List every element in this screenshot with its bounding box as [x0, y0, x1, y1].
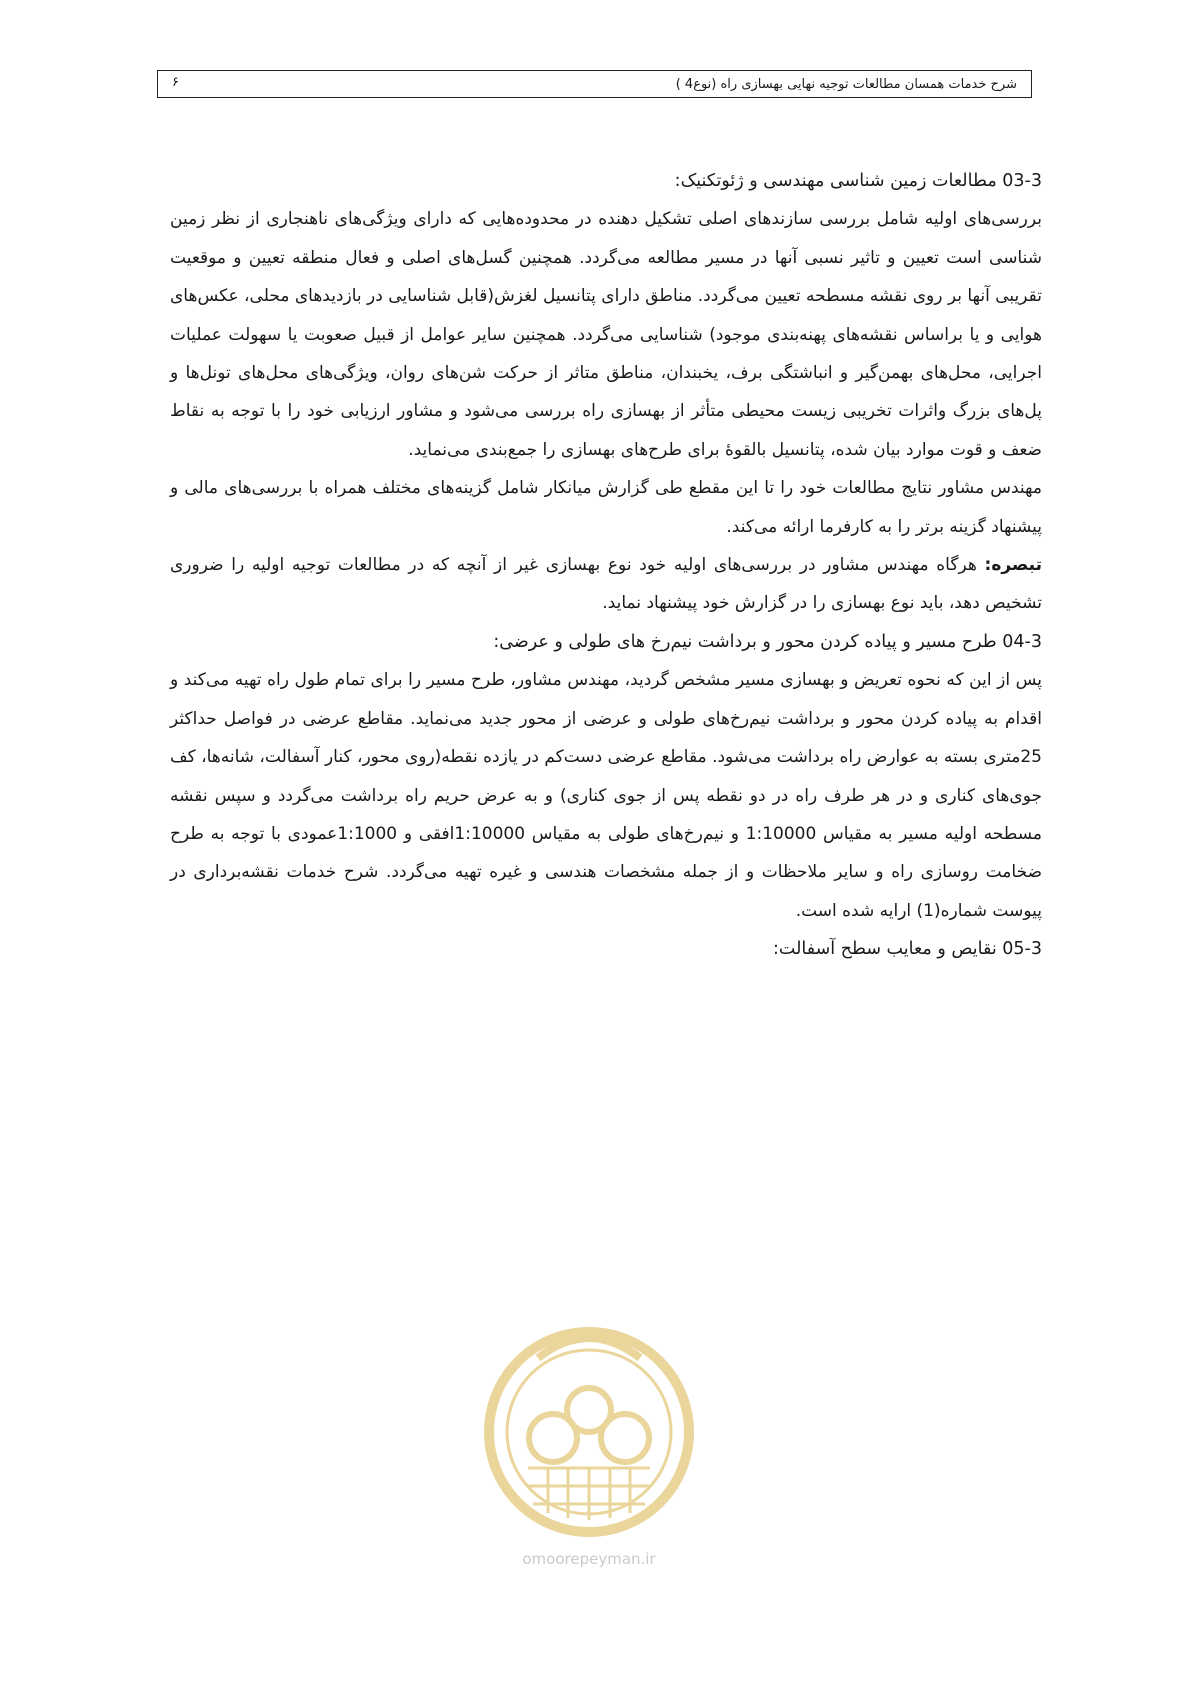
body-paragraph: پس از این که نحوه تعریض و بهسازی مسیر مشخص گردید، مهندس مشاور، طرح مسیر را برای تمام طول راه تهیه می‌کند و اقدام به پیاده کردن محور و برداشت نیم‌رخ‌های طولی و عرضی از محور جدید می‌نماید. مقاطع عرضی در فواصل حداکثر 25متری بسته به عوارض راه برداشت می‌شود. مقاطع عرضی دست‌کم در یازده نقطه(روی محور، کنار آسفالت، شانه‌ها، کف جوی‌های کناری و در هر طرف راه در دو نقطه پس از جوی کناری) و به عرض حریم راه برداشت می‌گردد و سپس نقشه مسطحه اولیه مسیر به مقیاس 1:10000 و نیم‌رخ‌های طولی به مقیاس 1:10000افقی و 1:1000عمودی با توجه به طرح ضخامت روسازی راه و سایر ملاحظات و از جمله مشخصات هندسی و غیره تهیه می‌گردد. شرح خدمات نقشه‌برداری در پیوست شماره(1) ارایه شده است.	[170, 670, 1042, 921]
seal-icon	[478, 1318, 700, 1546]
page-number: ۶	[172, 75, 179, 90]
note-label: تبصره:	[984, 555, 1042, 576]
body-paragraph: بررسی‌های اولیه شامل بررسی سازندهای اصلی تشکیل دهنده در محدوده‌هایی که دارای ویژگی‌های ناهنجاری از نظر زمین شناسی است تعیین و تاثیر نسبی آنها در مسیر مطالعه می‌گردد. همچنین گسل‌های اصلی و فعال منطقه تعیین و موقعیت تقریبی آنها بر روی نقشه مسطحه تعیین می‌گردد. مناطق دارای پتانسیل لغزش(قابل شناسایی در بازدیدهای محلی، عکس‌های هوایی و یا براساس نقشه‌های پهنه‌بندی موجود) شناسایی می‌گردد. همچنین سایر عوامل از قبیل صعوبت یا سهولت عملیات اجرایی، محل‌های بهمن‌گیر و انباشتگی برف، یخبندان، مناطق متاثر از حرکت شن‌های روان، ویژگی‌های محل‌های تونل‌ها و پل‌های بزرگ واثرات تخریبی زیست محیطی متأثر از بهسازی راه بررسی می‌شود و مشاور ارزیابی خود را با توجه به نقاط ضعف و قوت موارد بیان شده، پتانسیل بالقوۀ برای طرح‌های بهسازی را جمع‌بندی می‌نماید.	[170, 209, 1042, 460]
note-text: هرگاه مهندس مشاور در بررسی‌های اولیه خود نوع بهسازی غیر از آنچه که در مطالعات توجیه اولیه را ضروری تشخیص دهد، باید نوع بهسازی را در گزارش خود پیشنهاد نماید.	[170, 555, 1042, 614]
page-header	[157, 70, 1032, 98]
section-heading: 05-3 نقایص و معایب سطح آسفالت:	[773, 939, 1042, 960]
note-paragraph	[170, 546, 1042, 623]
header-title: شرح خدمات همسان مطالعات توجیه نهایی بهسازی راه (نوع4 )	[675, 76, 1017, 92]
section-heading: 04-3 طرح مسیر و پیاده کردن محور و برداشت نیم‌رخ های طولی و عرضی:	[493, 631, 1042, 652]
section-heading: 03-3 مطالعات زمین شناسی مهندسی و ژئوتکنیک:	[674, 171, 1042, 191]
watermark	[478, 1318, 700, 1578]
body-paragraph: مهندس مشاور نتایج مطالعات خود را تا این مقطع طی گزارش میانکار شامل گزینه‌های مختلف همراه با بررسی‌های مالی و پیشنهاد گزینه برتر را به کارفرما ارائه می‌کند.	[170, 478, 1042, 537]
watermark-text: omoorepeyman.ir	[522, 1550, 656, 1568]
document-body	[170, 162, 1042, 969]
